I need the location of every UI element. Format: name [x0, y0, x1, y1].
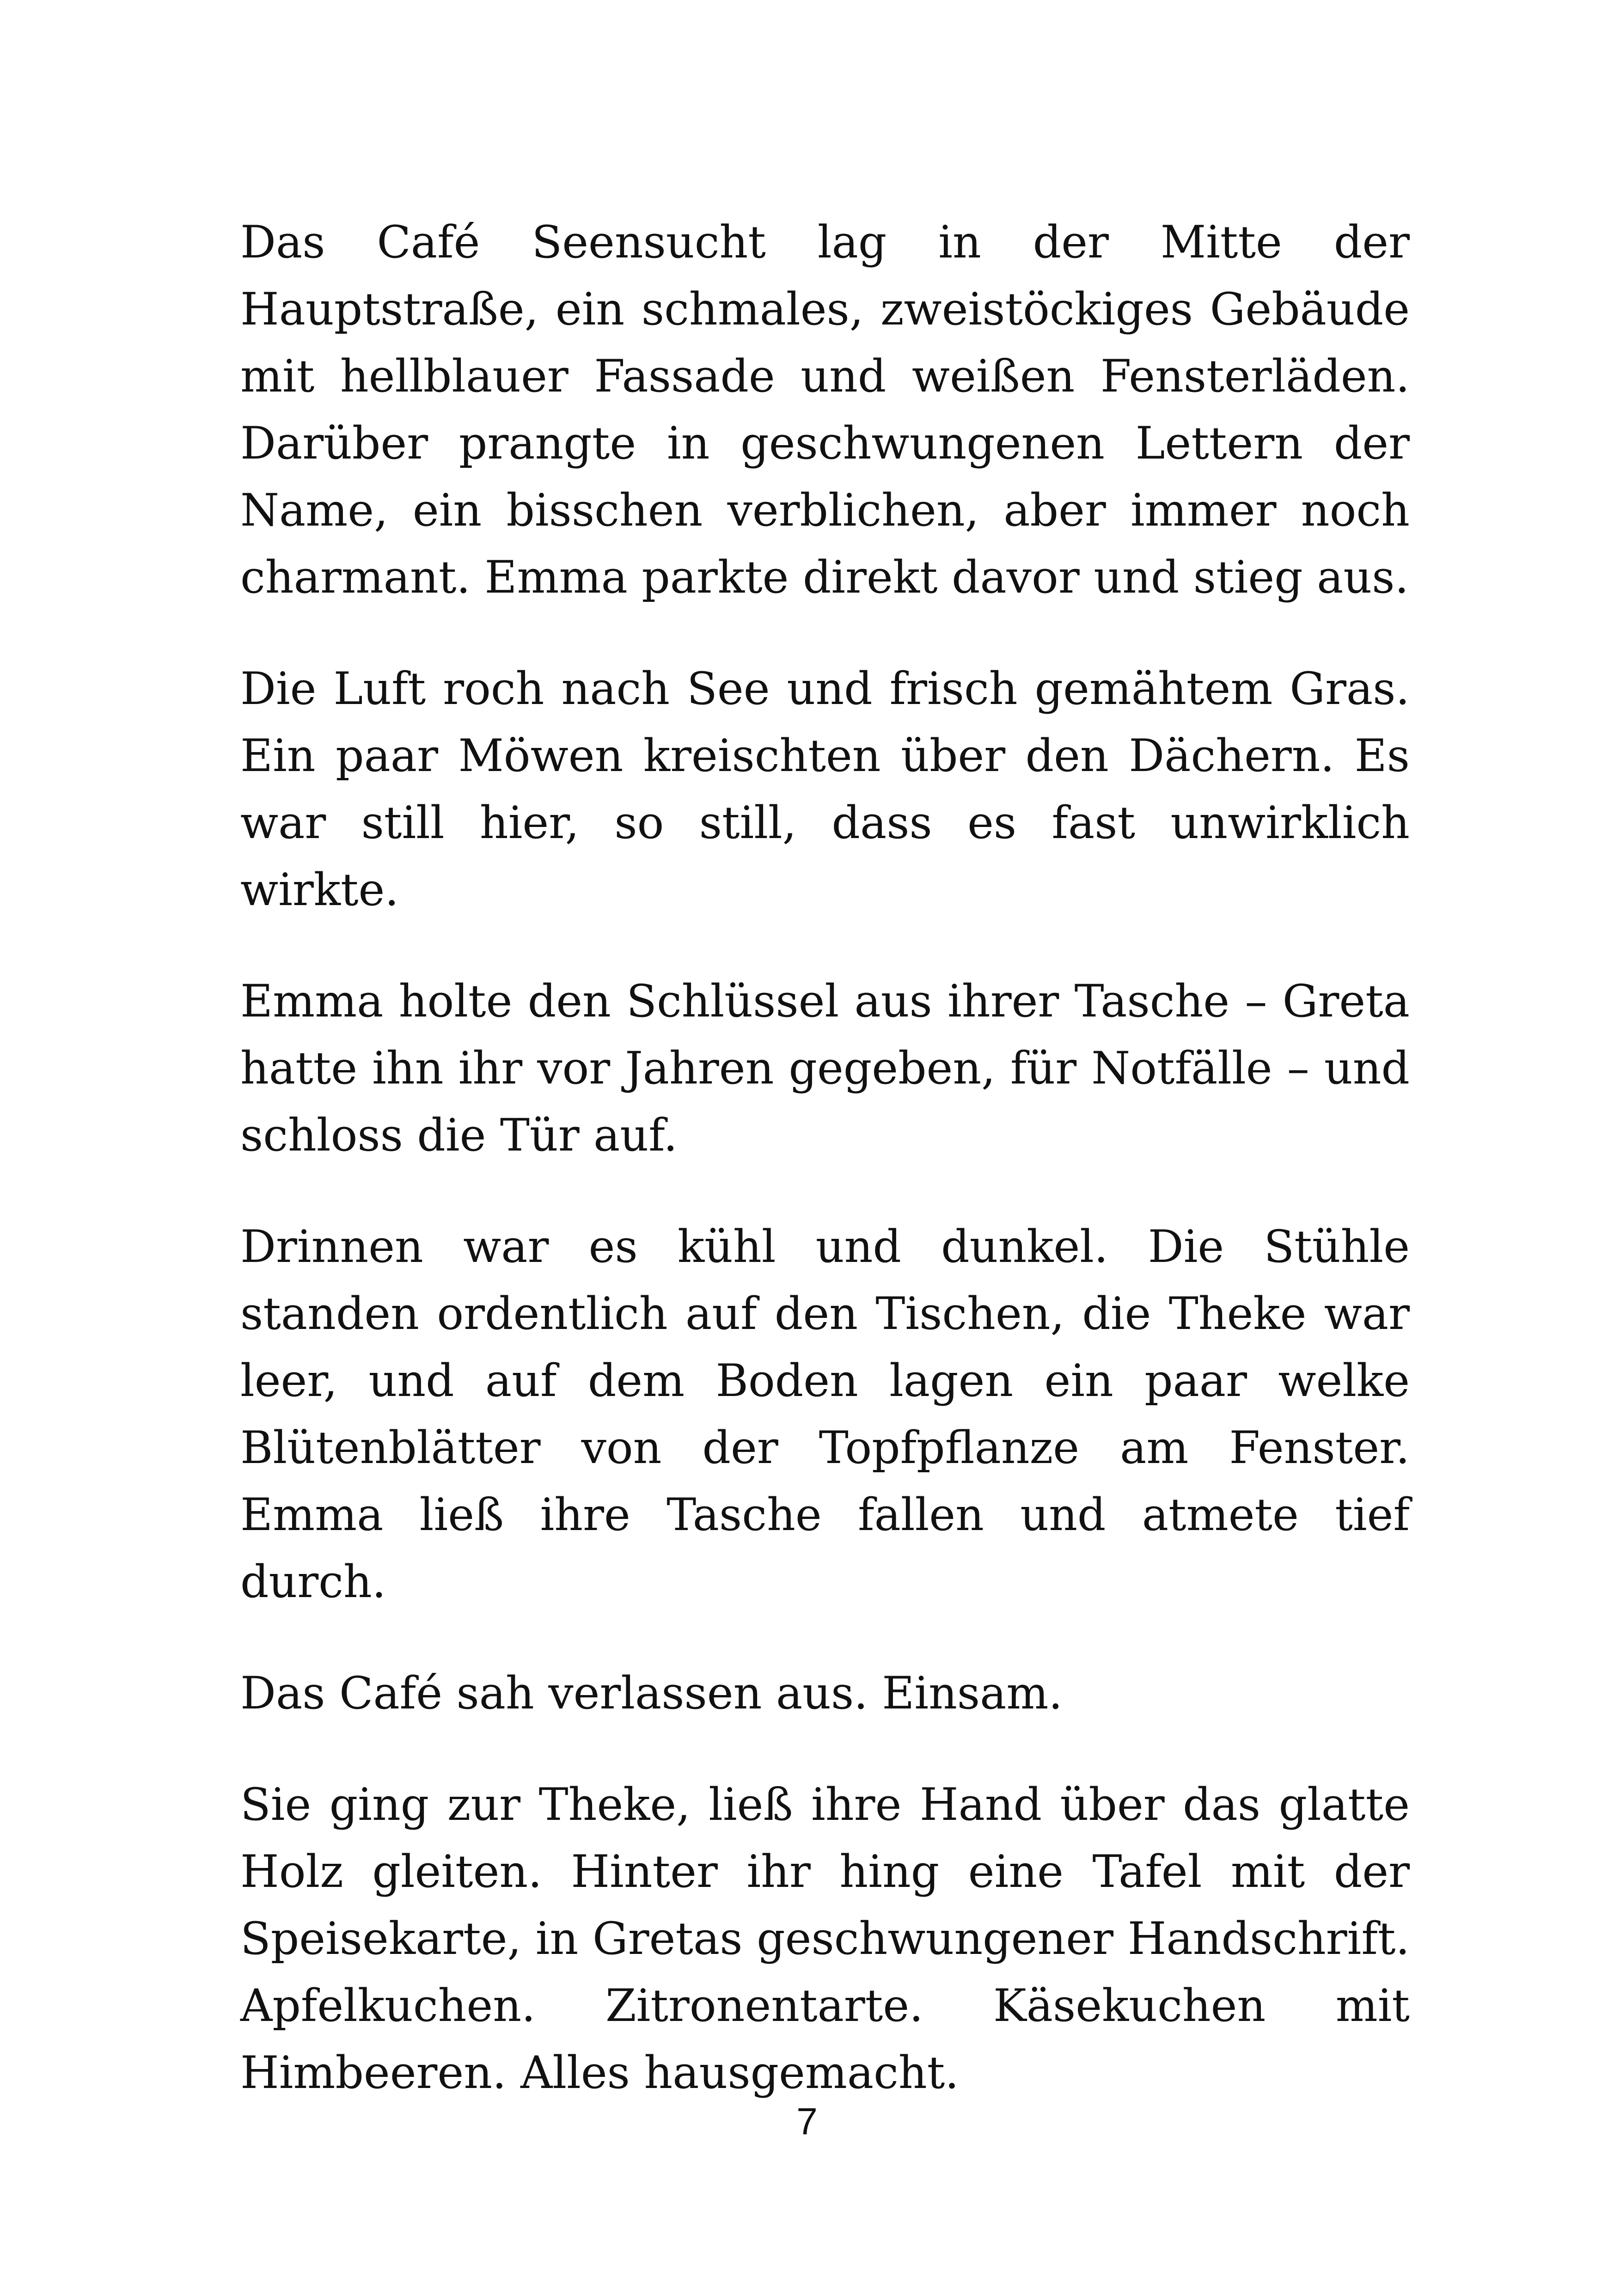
paragraph-6: Sie ging zur Theke, ließ ihre Hand über das glatte Holz gleiten. Hinter ihr hing eine Tafel mit der Speisekarte, in Gretas geschwungener Handschrift. Apfelkuchen. Zitronentarte. Käsekuchen mit Himbeeren. Alles hausgemacht.	[240, 1779, 1410, 2099]
body-text	[240, 209, 1410, 2151]
page-number: 7	[796, 2100, 818, 2143]
paragraph-5: Das Café sah verlassen aus. Einsam.	[240, 1667, 1063, 1719]
paragraph-3: Emma holte den Schlüssel aus ihrer Tasche – Greta hatte ihn ihr vor Jahren gegeben, für Notfälle – und schloss die Tür auf.	[240, 975, 1410, 1161]
paragraph-2: Die Luft roch nach See und frisch gemähtem Gras. Ein paar Möwen kreischten über den Dächern. Es war still hier, so still, dass es fast unwirklich wirkte.	[240, 663, 1410, 916]
paragraph-1: Das Café Seensucht lag in der Mitte der Hauptstraße, ein schmales, zweistöckiges Gebäude mit hellblauer Fassade und weißen Fensterläden. Darüber prangte in geschwungenen Lettern der Name, ein bisschen verblichen, aber immer noch charmant. Emma parkte direkt davor und stieg aus.	[240, 216, 1410, 603]
paragraph-4: Drinnen war es kühl und dunkel. Die Stühle standen ordentlich auf den Tischen, die Theke war leer, und auf dem Boden lagen ein paar welke Blütenblätter von der Topfpflanze am Fenster. Emma ließ ihre Tasche fallen und atmete tief durch.	[240, 1221, 1410, 1608]
